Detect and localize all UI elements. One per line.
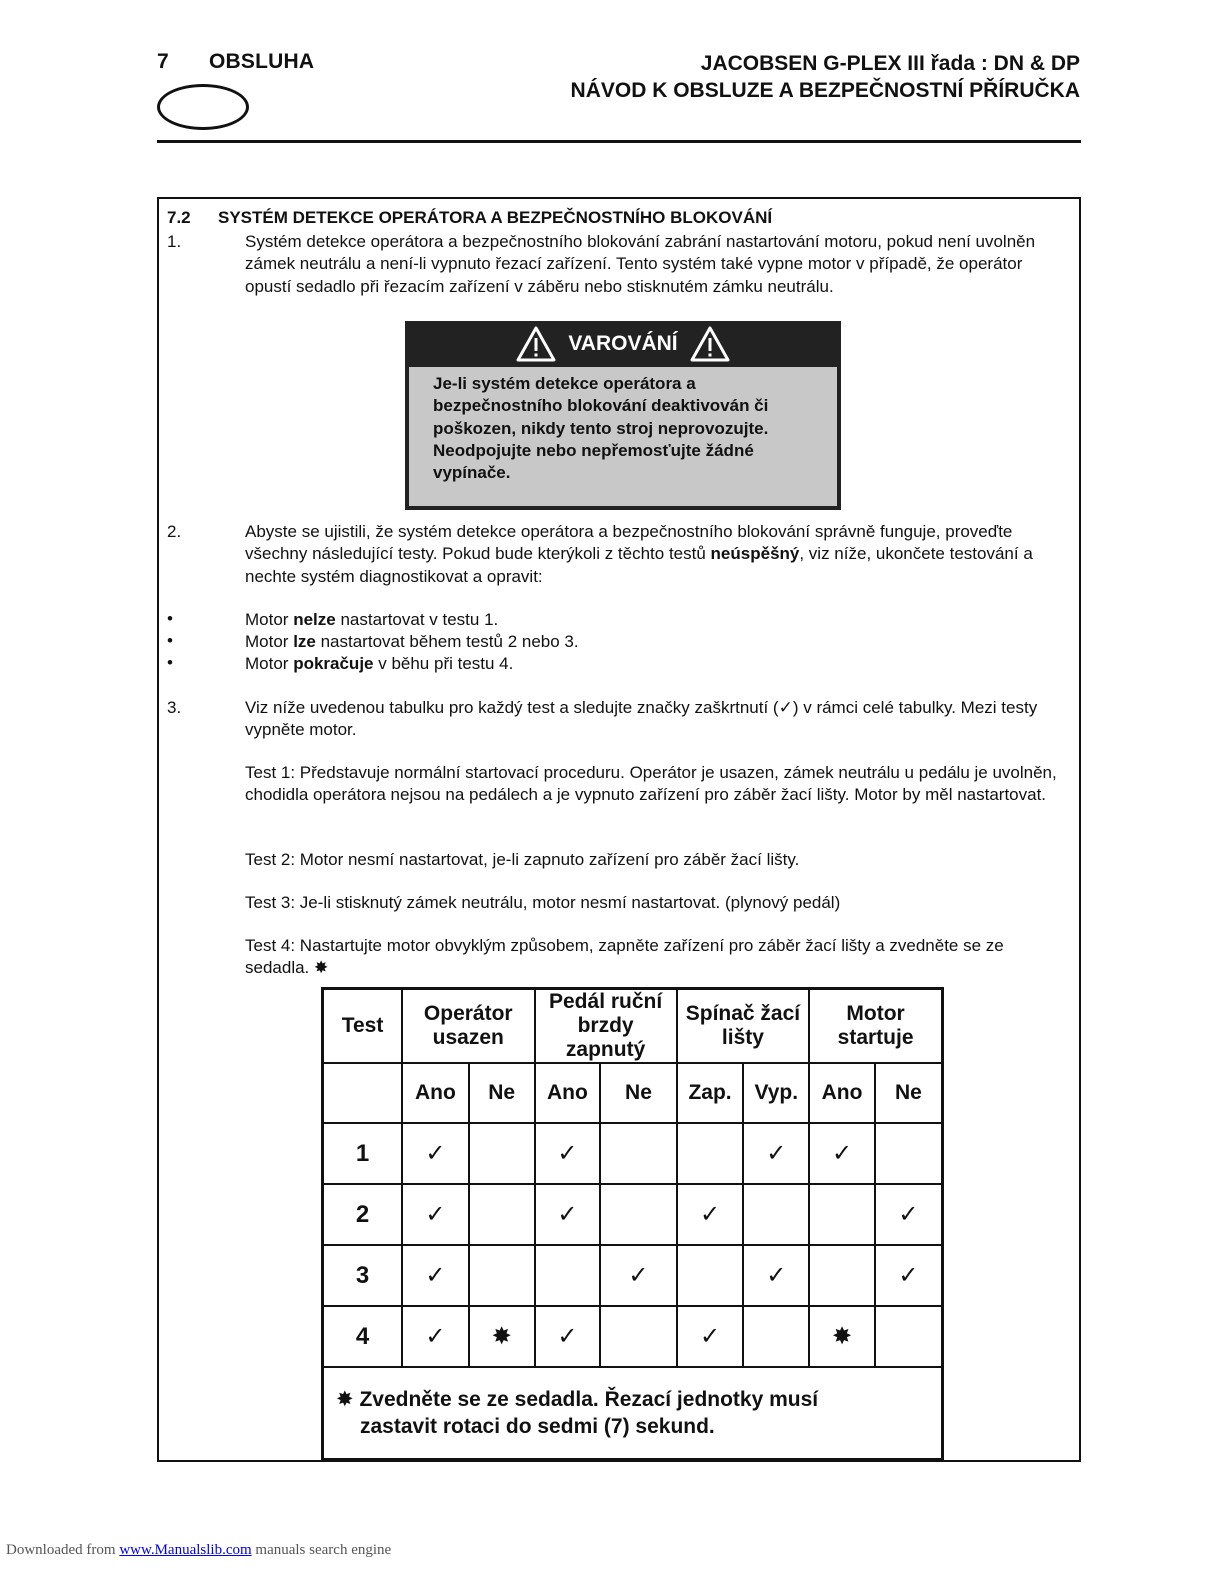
- table-cell: [600, 1184, 676, 1245]
- header-rule: [157, 140, 1081, 143]
- section-title: [167, 208, 772, 228]
- warning-header: [405, 321, 841, 367]
- item-2-text-after: , viz níže, ukončete testování a nechte systém diagnostikovat a opravit:: [245, 544, 1033, 586]
- item-number-1: 1.: [167, 232, 182, 251]
- item-3-text: Viz níže uvedenou tabulku pro každý test a sledujte značky zaškrtnutí (✓) v rámci celé tabulky. Mezi testy vypněte motor.: [245, 698, 1038, 740]
- item-2-text-bold: neúspěšný: [710, 544, 800, 564]
- test-number: 3: [323, 1245, 403, 1306]
- item-2-text-before: Abyste se ujistili, že systém detekce operátora a bezpečnostního blokování správně funguje, proveďte všechny následující testy. Pokud bude kterýkoli z těchto testů: [245, 522, 1013, 564]
- subheader-cell: Ano: [809, 1063, 875, 1123]
- manualslib-link[interactable]: www.Manualslib.com: [119, 1542, 252, 1558]
- table-cell: ✓: [875, 1245, 943, 1306]
- table-cell: ✓: [402, 1184, 469, 1245]
- download-footer: [6, 1542, 391, 1559]
- table-cell: ✸: [469, 1306, 535, 1367]
- table-cell: [535, 1245, 601, 1306]
- subheader-cell: Ne: [469, 1063, 535, 1123]
- warning-text: Je-li systém detekce operátora a bezpečnostního blokování deaktivován či poškozen, nikdy tento stroj neprovozujte. Neodpojujte nebo nepřemosťujte žádné vypínače.: [409, 367, 837, 506]
- bullet-text: Motor: [245, 654, 294, 673]
- header-brake: Pedál ruční brzdy zapnutý: [535, 989, 677, 1064]
- bullet-item: [245, 631, 1067, 653]
- bullet-text: v běhu při testu 4.: [373, 654, 514, 673]
- subheader-cell: Ne: [600, 1063, 676, 1123]
- table-row: [323, 1123, 943, 1184]
- table-cell: [875, 1306, 943, 1367]
- table-cell: ✓: [677, 1306, 744, 1367]
- section-number: 7.2: [167, 208, 191, 227]
- table-cell: [875, 1123, 943, 1184]
- warning-triangle-icon: [516, 326, 556, 362]
- chapter-heading: [157, 50, 314, 74]
- table-cell: [600, 1123, 676, 1184]
- table-cell: ✓: [677, 1184, 744, 1245]
- table-subheader-row: [323, 1063, 943, 1123]
- table-note-row: [323, 1367, 943, 1460]
- test-table: [321, 987, 944, 1461]
- table-cell: [600, 1306, 676, 1367]
- test-1-description: Test 1: Představuje normální startovací proceduru. Operátor je usazen, zámek neutrálu u pedálu je uvolněn, chodidla operátora nejsou na pedálech a je vypnuto zařízení pro záběr žací lišty. Motor by měl nastartovat.: [245, 763, 1057, 805]
- test-number: 4: [323, 1306, 403, 1367]
- bullet-item: [245, 609, 1067, 631]
- item-2-text: [245, 521, 1067, 588]
- bullet-dot: •: [167, 653, 173, 672]
- bullet-bold: lze: [293, 632, 316, 651]
- table-cell: ✓: [743, 1245, 809, 1306]
- table-row: [323, 1306, 943, 1367]
- test-2-description: Test 2: Motor nesmí nastartovat, je-li zapnuto zařízení pro záběr žací lišty.: [245, 850, 800, 869]
- language-oval-mark: [157, 84, 249, 130]
- table-note-text: Zvedněte se ze sedadla. Řezací jednotky musí: [359, 1388, 819, 1411]
- section-title-text: SYSTÉM DETEKCE OPERÁTORA A BEZPEČNOSTNÍHO BLOKOVÁNÍ: [218, 208, 773, 227]
- test-number: 2: [323, 1184, 403, 1245]
- footer-suffix: manuals search engine: [251, 1542, 392, 1558]
- table-cell: [809, 1245, 875, 1306]
- table-cell: ✓: [809, 1123, 875, 1184]
- item-1-text: Systém detekce operátora a bezpečnostního blokování zabrání nastartování motoru, pokud není uvolněn zámek neutrálu a není-li vypnuto řezací zařízení. Tento systém také vypne motor v případě, že operátor opustí sedadlo při řezacím zařízení v záběru nebo stisknutém zámku neutrálu.: [245, 232, 1036, 296]
- subheader-cell: Ano: [402, 1063, 469, 1123]
- bullet-item: [245, 653, 1067, 675]
- test-3-description: Test 3: Je-li stisknutý zámek neutrálu, motor nesmí nastartovat. (plynový pedál): [245, 893, 841, 912]
- subheader-cell: Zap.: [677, 1063, 744, 1123]
- table-note-line2: zastavit rotaci do sedmi (7) sekund.: [360, 1415, 715, 1438]
- table-cell: [677, 1123, 744, 1184]
- header-motor: Motor startuje: [809, 989, 942, 1064]
- document-title-line1: JACOBSEN G-PLEX III řada : DN & DP: [700, 52, 1080, 75]
- table-cell: [469, 1123, 535, 1184]
- bullet-bold: pokračuje: [293, 654, 374, 673]
- table-cell: ✓: [743, 1123, 809, 1184]
- table-cell: ✓: [402, 1245, 469, 1306]
- test-number: 1: [323, 1123, 403, 1184]
- chapter-title: OBSLUHA: [209, 50, 315, 73]
- document-title: [571, 50, 1080, 104]
- subheader-cell: Ano: [535, 1063, 601, 1123]
- table-note-line1: [336, 1386, 929, 1413]
- item-number-2: 2.: [167, 522, 182, 541]
- table-cell: [743, 1184, 809, 1245]
- table-cell: [743, 1306, 809, 1367]
- item-number-3: 3.: [167, 698, 182, 717]
- header-test: Test: [323, 989, 403, 1064]
- table-cell: ✓: [600, 1245, 676, 1306]
- header-operator: Operátor usazen: [402, 989, 534, 1064]
- header-switch: Spínač žací lišty: [677, 989, 809, 1064]
- table-cell: [677, 1245, 744, 1306]
- bullet-text: nastartovat v testu 1.: [335, 610, 499, 629]
- table-cell: [469, 1245, 535, 1306]
- table-cell: ✓: [402, 1306, 469, 1367]
- chapter-number: 7: [157, 50, 169, 73]
- table-cell: ✓: [402, 1123, 469, 1184]
- table-row: [323, 1184, 943, 1245]
- bullet-dot: •: [167, 631, 173, 650]
- bullet-bold: nelze: [293, 610, 336, 629]
- table-cell: [323, 1063, 403, 1123]
- warning-box: [405, 321, 841, 510]
- table-row: [323, 1245, 943, 1306]
- table-cell: [809, 1184, 875, 1245]
- footer-prefix: Downloaded from: [6, 1542, 120, 1558]
- table-cell: ✓: [535, 1306, 601, 1367]
- table-cell: [469, 1184, 535, 1245]
- warning-triangle-icon: [690, 326, 730, 362]
- table-cell: ✸: [809, 1306, 875, 1367]
- table-cell: ✓: [535, 1184, 601, 1245]
- subheader-cell: Vyp.: [743, 1063, 809, 1123]
- bullet-text: nastartovat během testů 2 nebo 3.: [315, 632, 579, 651]
- bullet-text: Motor: [245, 632, 294, 651]
- document-title-line2: NÁVOD K OBSLUZE A BEZPEČNOSTNÍ PŘÍRUČKA: [570, 79, 1080, 102]
- asterisk-icon: ✸: [336, 1388, 354, 1411]
- table-cell: ✓: [535, 1123, 601, 1184]
- table-cell: ✓: [875, 1184, 943, 1245]
- bullet-dot: •: [167, 609, 173, 628]
- test-4-description: Test 4: Nastartujte motor obvyklým způsobem, zapněte zařízení pro záběr žací lišty a zvedněte se ze sedadla. ✸: [245, 936, 1004, 978]
- table-note: [323, 1367, 943, 1460]
- warning-title: VAROVÁNÍ: [568, 332, 678, 355]
- table-header-row: [323, 989, 943, 1064]
- bullet-text: Motor: [245, 610, 294, 629]
- subheader-cell: Ne: [875, 1063, 943, 1123]
